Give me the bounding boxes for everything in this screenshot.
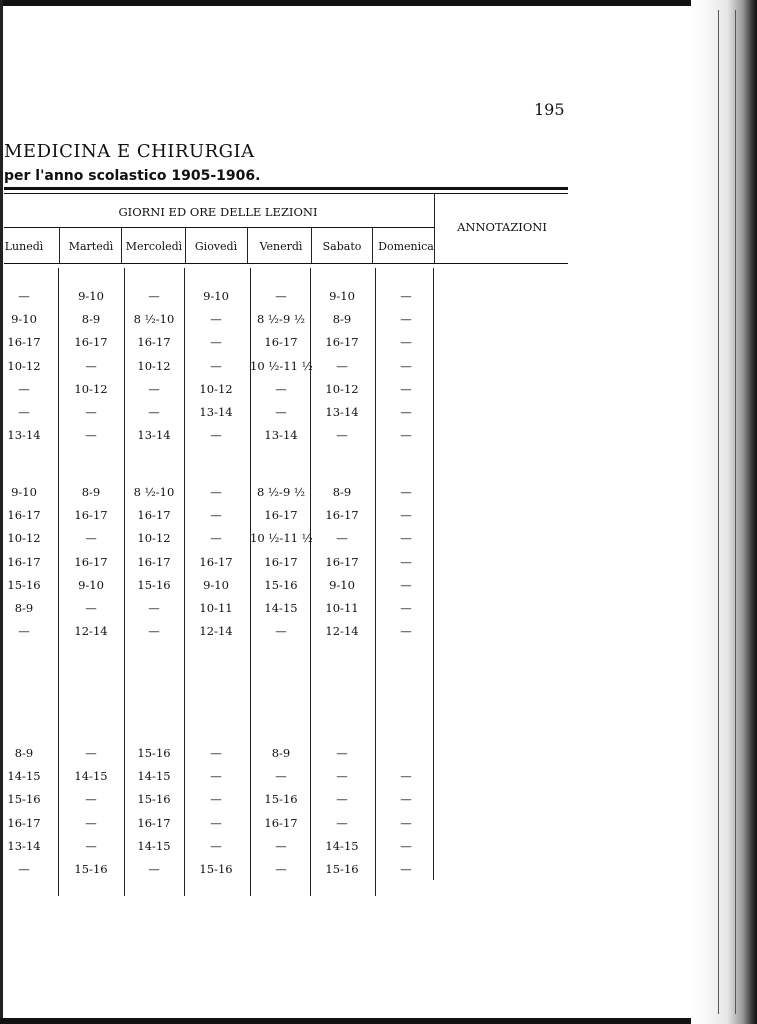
table-cell: 14-15 [264,601,298,615]
table-cell: 9-10 [11,312,37,326]
table-cell: 10-12 [7,359,41,373]
table-cell: — [275,862,287,876]
table-cell: 16-17 [74,508,108,522]
table-cell: 16-17 [325,335,359,349]
binding-line [718,10,719,1014]
table-cell: 9-10 [329,578,355,592]
table-cell: 8-9 [14,746,34,760]
table-cell: 14-15 [137,839,171,853]
column-header: Giovedì [194,240,238,253]
table-cell: 10-12 [199,382,233,396]
table-cell: — [400,578,412,592]
table-cell: 16-17 [264,335,298,349]
table-cell: 13-14 [264,428,298,442]
table-cell: 13-14 [137,428,171,442]
table-cell: — [18,862,30,876]
table-cell: — [400,601,412,615]
table-cell: — [275,624,287,638]
table-cell: — [275,382,287,396]
table-cell: 14-15 [74,769,108,783]
page-number: 195 [534,100,565,119]
table-cell: 10-12 [74,382,108,396]
table-cell: — [85,816,97,830]
table-cell: 8 ½-9 ½ [256,312,306,326]
table-cell: 8 ½-10 [133,485,175,499]
header-column-divider [247,228,248,263]
table-cell: 13-14 [199,405,233,419]
table-cell: 9-10 [78,578,104,592]
table-cell: — [400,508,412,522]
table-cell: — [210,816,222,830]
table-cell: 15-16 [325,862,359,876]
table-cell: 16-17 [264,508,298,522]
table-cell: 14-15 [7,769,41,783]
table-cell: 15-16 [199,862,233,876]
table-cell: — [275,769,287,783]
table-cell: — [336,531,348,545]
table-cell: — [210,335,222,349]
table-top-rule [4,187,568,190]
page-edge-bottom [0,1018,757,1024]
table-cell: — [400,816,412,830]
table-cell: 9-10 [78,289,104,303]
table-cell: — [148,289,160,303]
table-cell: — [210,839,222,853]
table-cell: — [336,428,348,442]
table-cell: 16-17 [74,555,108,569]
table-cell: 15-16 [264,578,298,592]
column-header: Martedì [68,240,114,253]
table-cell: 14-15 [325,839,359,853]
table-cell: 9-10 [329,289,355,303]
day-header-rule [4,227,434,228]
table-cell: — [400,335,412,349]
column-header: Venerdì [259,240,303,253]
table-cell: 13-14 [7,839,41,853]
table-cell: 16-17 [325,508,359,522]
table-cell: — [210,485,222,499]
table-cell: 16-17 [137,335,171,349]
table-cell: 16-17 [325,555,359,569]
table-cell: — [85,601,97,615]
table-cell: — [210,428,222,442]
table-cell: — [210,746,222,760]
table-cell: — [400,359,412,373]
table-cell: 12-14 [74,624,108,638]
table-cell: — [275,289,287,303]
table-cell: 8 ½-9 ½ [256,485,306,499]
table-cell: — [400,792,412,806]
table-cell: 8-9 [81,312,101,326]
table-cell: 16-17 [264,555,298,569]
table-cell: — [400,289,412,303]
table-cell: — [400,839,412,853]
table-cell: 13-14 [325,405,359,419]
column-header: Mercoledì [125,240,183,253]
table-cell: 15-16 [7,792,41,806]
table-cell: 10-11 [199,601,233,615]
table-cell: — [85,792,97,806]
table-cell: — [210,508,222,522]
book-binding [691,0,757,1024]
table-cell: — [210,769,222,783]
table-cell: — [336,792,348,806]
table-cell: 10 ½-11 ½ [250,531,313,545]
table-cell: — [148,382,160,396]
table-cell: 13-14 [7,428,41,442]
table-cell: — [85,428,97,442]
table-cell: 9-10 [11,485,37,499]
column-header: Sabato [322,240,362,253]
table-cell: — [210,359,222,373]
table-cell: 16-17 [137,555,171,569]
table-cell: — [148,862,160,876]
table-cell: 12-14 [199,624,233,638]
table-cell: — [400,428,412,442]
table-cell: — [18,405,30,419]
table-cell: 10-12 [325,382,359,396]
table-cell: 9-10 [203,289,229,303]
table-cell: 10 ½-11 ½ [250,359,313,373]
table-cell: — [85,531,97,545]
table-cell: 15-16 [137,746,171,760]
table-cell: 15-16 [137,578,171,592]
table-cell: 8 ½-10 [133,312,175,326]
table-cell: — [400,555,412,569]
table-cell: 10-12 [7,531,41,545]
table-cell: — [400,382,412,396]
table-cell: — [210,312,222,326]
table-cell: 10-12 [137,531,171,545]
table-cell: — [148,624,160,638]
table-cell: — [18,382,30,396]
table-cell: 16-17 [137,508,171,522]
table-cell: — [400,531,412,545]
table-cell: 16-17 [199,555,233,569]
table-cell: 8-9 [81,485,101,499]
table-cell: 16-17 [137,816,171,830]
table-cell: 8-9 [332,312,352,326]
table-cell: — [18,624,30,638]
table-header-rule [4,263,568,264]
table-cell: 16-17 [74,335,108,349]
table-cell: — [275,839,287,853]
table-cell: — [210,531,222,545]
column-header: Lunedì [4,240,44,253]
table-cell: 10-12 [137,359,171,373]
table-cell: 16-17 [7,508,41,522]
table-cell: — [336,816,348,830]
table-top-rule-thin [4,193,568,194]
table-cell: 8-9 [14,601,34,615]
table-cell: 16-17 [7,555,41,569]
table-cell: — [336,746,348,760]
table-cell: 8-9 [271,746,291,760]
table-cell: 15-16 [264,792,298,806]
table-cell: 16-17 [7,335,41,349]
table-cell: — [400,312,412,326]
page-title: MEDICINA E CHIRURGIA [4,141,255,162]
page-subtitle: per l'anno scolastico 1905-1906. [4,168,261,184]
table-cell: — [400,862,412,876]
table-cell: — [275,405,287,419]
table-cell: — [148,405,160,419]
table-cell: — [85,839,97,853]
table-cell: 10-11 [325,601,359,615]
table-cell: — [336,769,348,783]
table-cell: — [18,289,30,303]
table-cell: 14-15 [137,769,171,783]
table-cell: — [85,405,97,419]
table-cell: 8-9 [332,485,352,499]
table-cell: 16-17 [264,816,298,830]
table-cell: 15-16 [74,862,108,876]
page-edge-top [0,0,757,6]
table-cell: 9-10 [203,578,229,592]
table-cell: — [336,359,348,373]
table-cell: — [148,601,160,615]
binding-line [735,10,736,1014]
column-divider [58,268,59,896]
table-cell: 16-17 [7,816,41,830]
table-cell: 15-16 [7,578,41,592]
table-cell: — [85,746,97,760]
table-cell: — [400,624,412,638]
column-header: Domenica [378,240,434,253]
table-cell: — [400,405,412,419]
notes-header: ANNOTAZIONI [457,220,547,234]
group-header: GIORNI ED ORE DELLE LEZIONI [118,205,318,219]
table-cell: 15-16 [137,792,171,806]
table-cell: — [400,769,412,783]
table-cell: — [210,792,222,806]
table-cell: 12-14 [325,624,359,638]
table-cell: — [400,485,412,499]
table-cell: — [85,359,97,373]
